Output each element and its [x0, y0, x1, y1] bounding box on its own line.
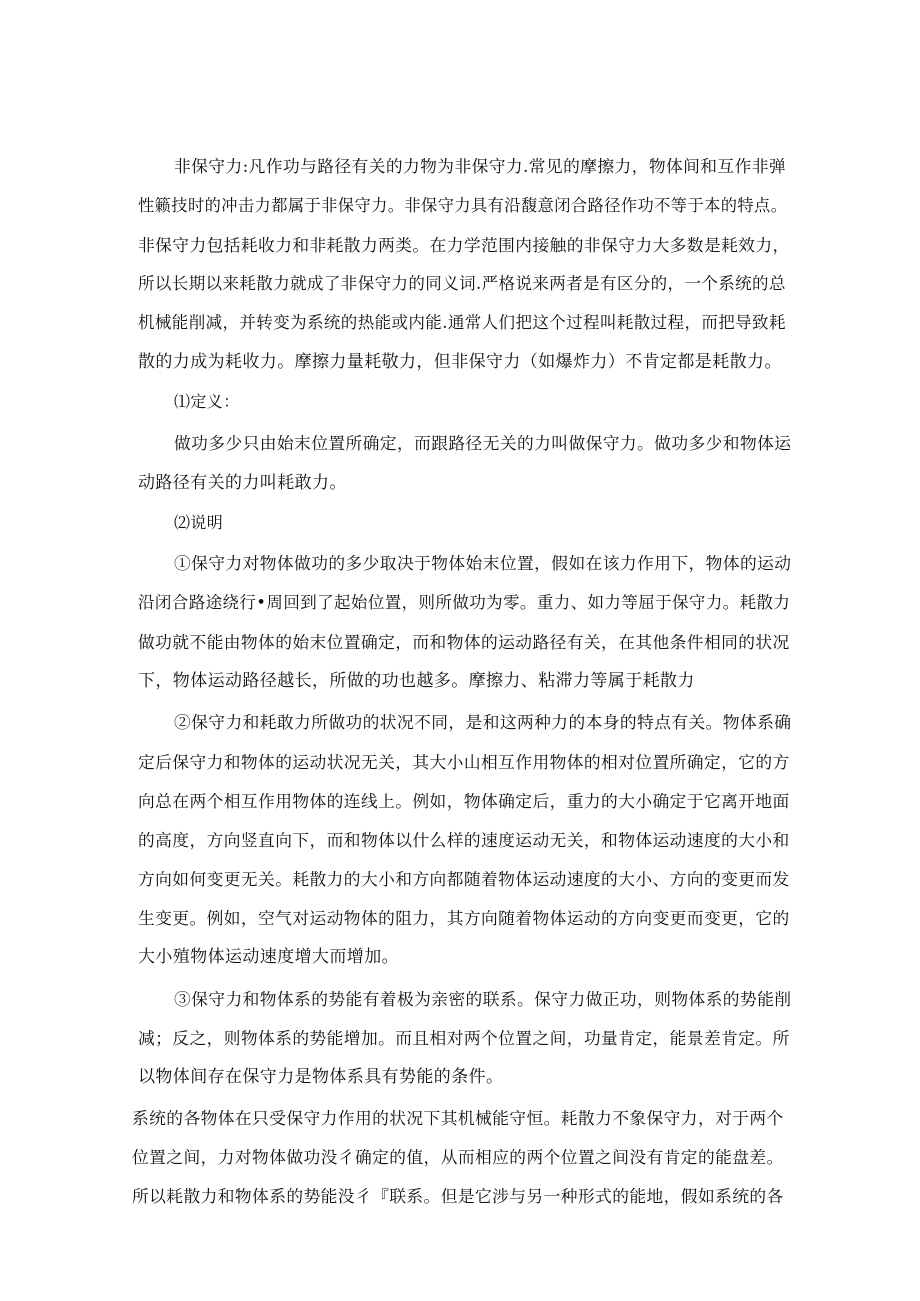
- text-line: 大小殖物体运动速度增大而增加。: [138, 947, 399, 967]
- text-line: 方向如何变更无关。耗散力的大小和方向都随着物体运动速度的大小、方向的变更而发: [138, 869, 790, 889]
- text-line: 性籁技时的冲击力都属于非保守力。非保守力具有沿馥意闭合路径作功不等于本的特点。: [138, 196, 788, 215]
- text-line: ③保守力和物体系的势能有着极为亲密的联系。保守力做正功，则物体系的势能削: [174, 989, 792, 1009]
- text-line: 定后保守力和物体的运动状况无关，其大小山相互作用物体的相对位置所确定，它的方: [138, 752, 790, 772]
- text-line: 非保守力:凡作功与路径有关的力物为非保守力.常见的摩擦力，物体间和互作非弹: [174, 156, 787, 176]
- text-line: ②保守力和耗敢力所做功的状况不同，是和这两种力的本身的特点有关。物体系确: [174, 712, 792, 732]
- text-line: 向总在两个相互作用物体的连线上。例如，物体确定后，重力的大小确定于它离开地面: [138, 791, 790, 811]
- text-line: 沿闭合路途绕行•周回到了起始位置，则所做功为零。重力、如力等屈于保守力。耗散力: [138, 593, 791, 612]
- section-heading-explanation: ⑵说明: [174, 513, 224, 532]
- section-heading-definition: ⑴定义：: [174, 392, 240, 411]
- text-line: 减；反之，则物体系的势能增加。而且相对两个位置之间，功量肯定，能景差肯定。所: [138, 1028, 790, 1048]
- text-line: 的高度，方向竖直向下，而和物体以什么样的速度运动无关，和物体运动速度的大小和: [138, 830, 790, 850]
- text-line: 以物体间存在保守力是物体系具有势能的条件。: [138, 1067, 504, 1087]
- text-line: ①保守力对物体做功的多少取决于物体始末位置，假如在该力作用下，物体的运动: [174, 553, 792, 573]
- text-line: 生变更。例如，空气对运动物体的阻力，其方向随着物体运动的方向变更而变更，它的: [138, 908, 790, 928]
- text-line: 动路径有关的力叫耗敢力。: [138, 473, 347, 493]
- text-line: 散的力成为耗收力。摩擦力量耗敬力，但非保守力（如爆炸力）不肯定都是耗散力。: [138, 352, 782, 372]
- text-line: 位置之间，力对物体做功没彳确定的值，从而相应的两个位置之间没有肯定的能盘差。: [132, 1147, 784, 1167]
- text-line: 下，物体运动路径越长，所做的功也越多。摩擦力、粘滞力等属于耗散力: [138, 671, 695, 691]
- text-line: 做功就不能由物体的始末位置确定，而和物体的运动路径有关，在其他条件相同的状况: [138, 632, 790, 652]
- text-line: 做功多少只由始末位置所确定，而跟路径无关的力叫做保守力。做功多少和物体运: [174, 433, 792, 453]
- text-line: 系统的各物体在只受保守力作用的状况下其机械能守恒。耗散力不象保守力，对于两个: [132, 1108, 784, 1128]
- text-line: 机械能削减，并转变为系统的热能或内能.通常人们把这个过程叫耗散过程，而把导致耗: [138, 313, 786, 332]
- text-line: 所以长期以来耗散力就成了非保守力的同义词.严格说来两者是有区分的，一个系统的总: [138, 274, 786, 293]
- text-line: 所以耗散力和物体系的势能没彳『联系。但是它涉与另一种形式的能地，假如系统的各: [132, 1186, 784, 1206]
- text-line: 非保守力包括耗收力和非耗散力两类。在力学范围内接触的非保守力大多数是耗效力，: [138, 235, 790, 255]
